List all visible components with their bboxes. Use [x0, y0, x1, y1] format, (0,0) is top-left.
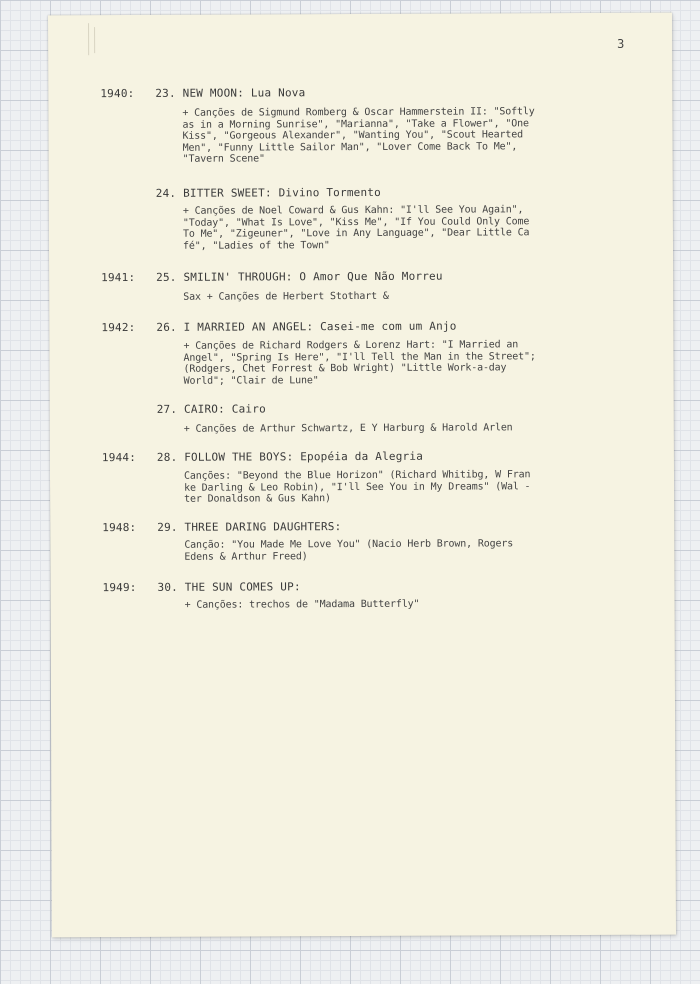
entry-description: Sax + Canções de Herbert Stothart & — [183, 290, 389, 303]
entry-description: Canção: "You Made Me Love You" (Nacio Herb Brown, Rogers Edens & Arthur Freed) — [184, 538, 514, 563]
entry-year: 1942: — [101, 320, 136, 335]
filmography-entry — [49, 185, 649, 252]
entry-title: 26. I MARRIED AN ANGEL: Casei-me com um Anjo — [156, 319, 457, 334]
paper-crease-mark — [94, 27, 95, 53]
entry-title: 23. NEW MOON: Lua Nova — [155, 86, 306, 100]
filmography-entry — [48, 85, 648, 165]
paper-crease-mark — [88, 23, 89, 55]
entry-description: + Canções de Arthur Schwartz, E Y Harburg & Harold Arlen — [183, 422, 513, 435]
typewritten-page — [48, 13, 676, 938]
entry-description: + Canções de Sigmund Romberg & Oscar Hammerstein II: "Softly as in a Morning Sunrise", "Marianna", "Take a Flower", "One Kiss", "Gorgeous Alexander", "Wanting You", "Scout Hearted Men", "Funny Little Sailor Man", "Lover Come Back To Me", "Tavern Scene" — [182, 106, 535, 165]
page-number: 3 — [617, 36, 625, 51]
filmography-entry — [50, 401, 650, 435]
entry-title: 25. SMILIN' THROUGH: O Amor Que Não Morreu — [156, 269, 443, 284]
entry-description: + Canções: trechos de "Madama Butterfly" — [184, 598, 420, 611]
entry-year: 1948: — [102, 520, 137, 535]
entry-year: 1944: — [101, 450, 137, 465]
entry-year: 1941: — [101, 270, 136, 285]
entry-title: 29. THREE DARING DAUGHTERS: — [157, 520, 342, 534]
entry-description: + Canções de Richard Rodgers & Lorenz Hart: "I Married an Angel", "Spring Is Here", "I'll Tell the Man in the Street"; (Rodgers, Chet Forrest & Bob Wright) "Little Work-a-day World"; "Clair de Lune" — [183, 339, 536, 387]
filmography-entry — [50, 579, 650, 611]
filmography-entry — [50, 519, 650, 563]
entry-description: Canções: "Beyond the Blue Horizon" (Richard Whitibg, W Fran ke Darling & Leo Robin), "I'll See You in My Dreams" (Wal - ter Donaldson & Gus Kahn) — [183, 469, 531, 505]
entry-year: 1940: — [100, 86, 135, 101]
entry-description: + Canções de Noel Coward & Gus Kahn: "I'll See You Again", "Today", "What Is Love", "Kiss Me", "If You Could Only Come To Me", "Zigeuner", "Love in Any Language", "Dear Little Ca fé", "Ladies of the Town" — [182, 204, 530, 252]
entry-title: 27. CAIRO: Cairo — [156, 402, 266, 416]
filmography-entry — [50, 449, 650, 505]
entry-title: 30. THE SUN COMES UP: — [157, 580, 301, 594]
filmography-entry — [49, 269, 649, 303]
entry-title: 24. BITTER SWEET: Divino Tormento — [155, 185, 381, 200]
entry-title: 28. FOLLOW THE BOYS: Epopéia da Alegria — [156, 449, 424, 464]
filmography-entry — [49, 319, 649, 387]
entry-year: 1949: — [102, 580, 137, 595]
